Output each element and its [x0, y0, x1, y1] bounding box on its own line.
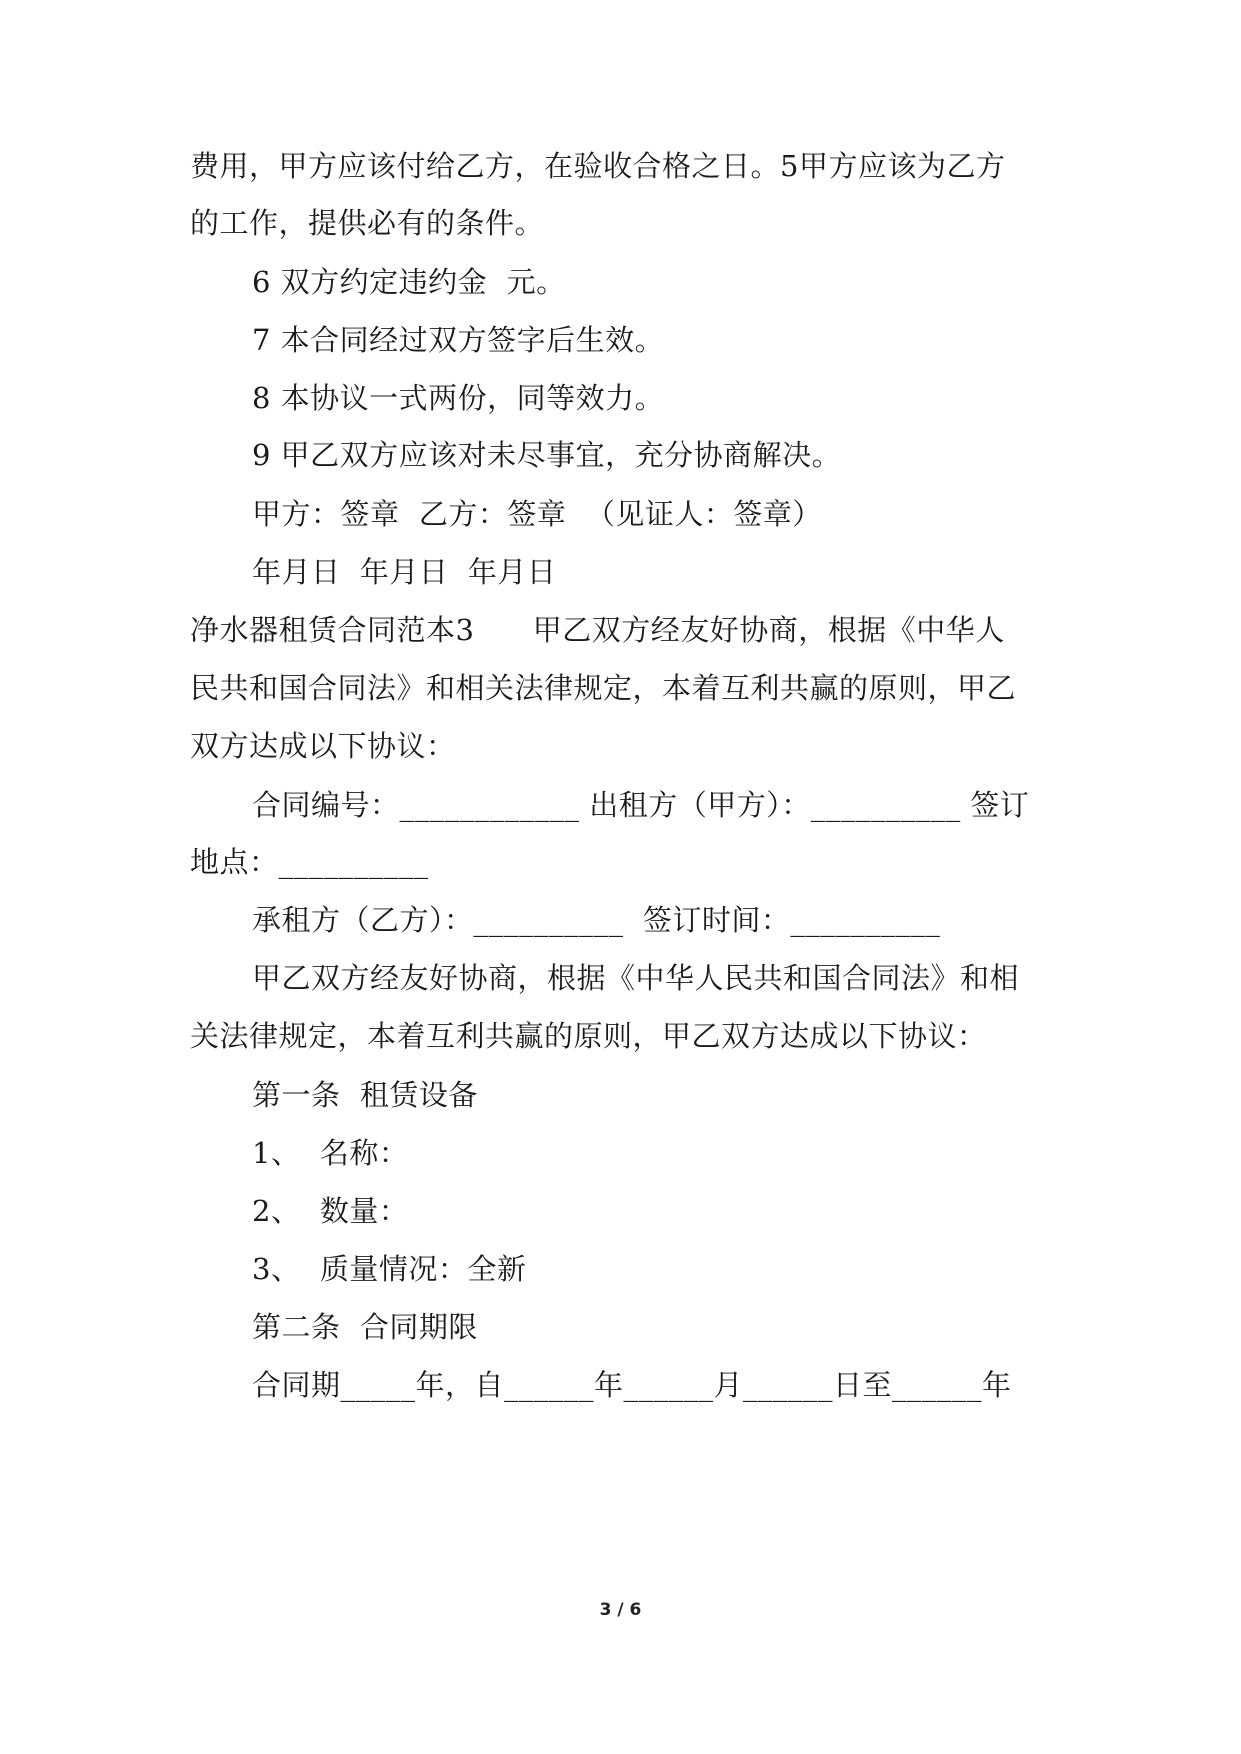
contract-number-field-line: 合同编号：____________ 出租方（甲方）：__________ 签订: [252, 788, 1030, 822]
page-number: 3 / 6: [599, 1600, 642, 1620]
paragraph-line-fee-payment: 费用，甲方应该付给乙方，在验收合格之日。5甲方应该为乙方: [190, 149, 1006, 183]
article-1-item-quality: 3、 质量情况：全新: [252, 1252, 527, 1286]
lessee-field-line: 承租方（乙方）：__________ 签订时间：__________: [252, 903, 941, 937]
clause-8-copies: 8 本协议一式两份，同等效力。: [252, 381, 665, 415]
article-1-heading: 第一条 租赁设备: [252, 1078, 478, 1112]
clause-9-negotiation: 9 甲乙双方应该对未尽事宜，充分协商解决。: [252, 438, 842, 472]
article-1-item-name: 1、 名称：: [252, 1136, 409, 1170]
clause-6-penalty: 6 双方约定违约金 元。: [252, 265, 566, 299]
date-line: 年月日 年月日 年月日: [252, 555, 557, 589]
article-1-item-quantity: 2、 数量：: [252, 1194, 409, 1228]
contract-3-intro-line-3: 双方达成以下协议：: [190, 729, 456, 763]
agreement-paragraph-line-1: 甲乙双方经友好协商，根据《中华人民共和国合同法》和相: [252, 961, 1020, 995]
clause-7-effective: 7 本合同经过双方签字后生效。: [252, 323, 665, 357]
contract-3-intro-line-2: 民共和国合同法》和相关法律规定，本着互利共赢的原则，甲乙: [190, 671, 1017, 705]
paragraph-line-work-conditions: 的工作，提供必有的条件。: [190, 206, 545, 240]
agreement-paragraph-line-2: 关法律规定，本着互利共赢的原则，甲乙双方达成以下协议：: [190, 1019, 987, 1053]
signing-location-field-line: 地点：__________: [190, 845, 429, 879]
contract-term-line: 合同期_____年，自______年______月______日至______年: [252, 1368, 1012, 1402]
article-2-heading: 第二条 合同期限: [252, 1310, 478, 1344]
contract-3-title-line: 净水器租赁合同范本3 甲乙双方经友好协商，根据《中华人: [190, 613, 1005, 647]
signature-line: 甲方：签章 乙方：签章 （见证人：签章）: [252, 497, 822, 531]
